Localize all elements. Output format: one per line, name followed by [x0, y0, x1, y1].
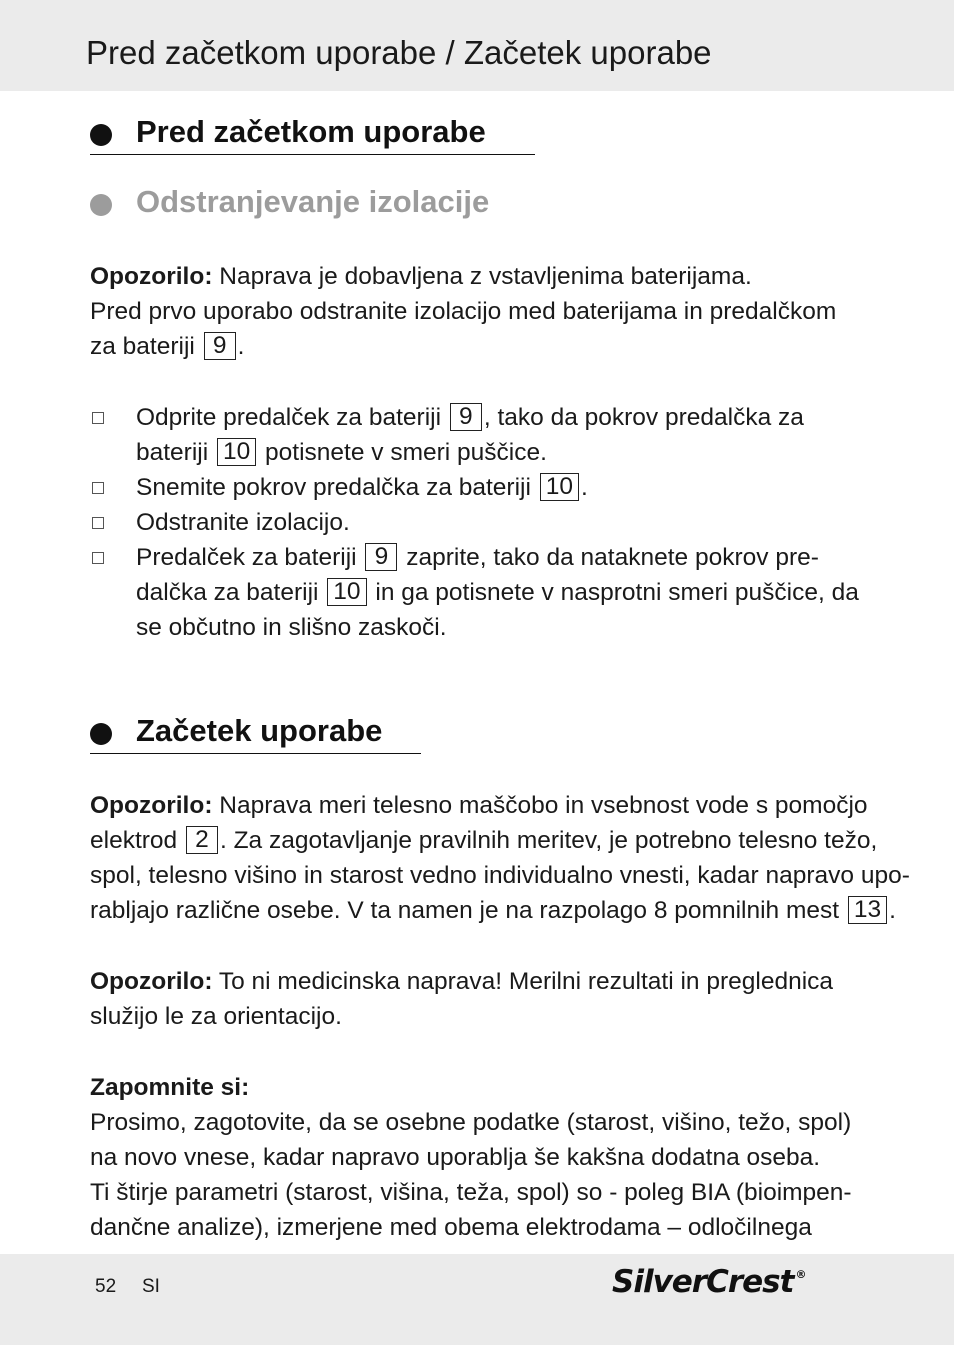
section-heading-text: Pred začetkom uporabe	[136, 114, 486, 149]
text-line: Odstranite izolacijo.	[136, 509, 350, 536]
text: in ga potisnete v nasprotni smeri puščice, da	[368, 579, 859, 606]
text-line	[136, 540, 890, 575]
text: .	[889, 897, 896, 924]
text-line	[90, 329, 866, 364]
brand-name: SilverCrest	[612, 1264, 794, 1300]
bullet-icon	[90, 723, 112, 745]
text: .	[237, 333, 245, 360]
list-item	[90, 540, 890, 645]
note-paragraph-medical	[90, 964, 866, 1034]
text: za bateriji	[90, 333, 202, 360]
note-label: Opozorilo:	[90, 968, 213, 995]
section-heading-zacetek-uporabe	[90, 713, 421, 754]
text-line: spol, telesno višino in starost vedno individualno vnesti, kadar napravo upo-	[90, 862, 910, 889]
text-line	[90, 259, 866, 294]
note-paragraph-measurement	[90, 788, 910, 928]
note-label: Opozorilo:	[90, 263, 213, 290]
reference-number-box: 13	[848, 896, 887, 924]
step-list	[90, 400, 890, 645]
text: rabljajo različne osebe. V ta namen je na razpolago 8 pomnilnih mest	[90, 897, 846, 924]
note-paragraph-remember	[90, 1070, 866, 1245]
section-heading-text: Odstranjevanje izolacije	[136, 184, 490, 219]
text-line	[136, 575, 890, 610]
text: bateriji	[136, 439, 215, 466]
reference-number-box: 2	[186, 826, 218, 854]
text: Predalček za bateriji	[136, 544, 364, 571]
reference-number-box: 9	[365, 543, 397, 571]
note-label: Zapomnite si:	[90, 1074, 250, 1101]
text: elektrod	[90, 827, 184, 854]
text: Snemite pokrov predalčka za bateriji	[136, 474, 538, 501]
text-line: na novo vnese, kadar napravo uporablja še kakšna dodatna oseba.	[90, 1144, 821, 1171]
text-line	[90, 788, 866, 823]
brand-logo	[612, 1264, 805, 1300]
checkbox-bullet-icon	[92, 482, 104, 494]
text-line	[136, 470, 890, 505]
page-title: Pred začetkom uporabe / Začetek uporabe	[86, 34, 712, 71]
text: Naprava meri telesno maščobo in vsebnost vode s pomočjo	[212, 792, 868, 819]
bullet-icon	[90, 194, 112, 216]
language-code: SI	[142, 1276, 160, 1297]
footer-bar	[0, 1254, 954, 1345]
text: zaprite, tako da nataknete pokrov pre-	[399, 544, 819, 571]
text: dalčka za bateriji	[136, 579, 326, 606]
checkbox-bullet-icon	[92, 552, 104, 564]
note-label: Opozorilo:	[90, 792, 213, 819]
reference-number-box: 10	[540, 473, 579, 501]
text-line: dančne analize), izmerjene med obema elektrodama – odločilnega	[90, 1214, 812, 1241]
text: .	[581, 474, 588, 501]
bullet-icon	[90, 124, 112, 146]
text-line	[90, 823, 878, 858]
text-line	[90, 893, 896, 928]
registered-mark: ®	[795, 1268, 806, 1281]
section-heading-text: Začetek uporabe	[136, 713, 383, 748]
checkbox-bullet-icon	[92, 517, 104, 529]
text: Naprava je dobavljena z vstavljenima baterijama.	[212, 263, 752, 290]
text-line: služijo le za orientacijo.	[90, 1003, 342, 1030]
section-heading-pred-zacetkom	[90, 114, 535, 155]
section-heading-odstranjevanje	[90, 184, 550, 224]
text-line: se občutno in slišno zaskoči.	[136, 614, 447, 641]
text: potisnete v smeri puščice.	[258, 439, 547, 466]
page-number: 52	[95, 1276, 117, 1297]
text-line: Pred prvo uporabo odstranite izolacijo med baterijama in predalčkom	[90, 298, 837, 325]
reference-number-box: 9	[204, 332, 236, 360]
list-item	[90, 470, 890, 505]
text-line	[90, 1070, 866, 1105]
note-paragraph-batteries	[90, 259, 866, 364]
text-line: Ti štirje parametri (starost, višina, teža, spol) so - poleg BIA (bioimpen-	[90, 1179, 852, 1206]
text: Odprite predalček za bateriji	[136, 404, 448, 431]
text-line: Prosimo, zagotovite, da se osebne podatke (starost, višino, težo, spol)	[90, 1109, 852, 1136]
text-line	[136, 435, 890, 470]
text-line	[90, 964, 866, 999]
reference-number-box: 9	[450, 403, 482, 431]
text: . Za zagotavljanje pravilnih meritev, je potrebno telesno težo,	[219, 827, 878, 854]
text: To ni medicinska naprava! Merilni rezultati in preglednica	[212, 968, 834, 995]
list-item	[90, 505, 890, 540]
text-line	[136, 400, 890, 435]
text: , tako da pokrov predalčka za	[483, 404, 804, 431]
reference-number-box: 10	[217, 438, 256, 466]
reference-number-box: 10	[327, 578, 366, 606]
list-item	[90, 400, 890, 470]
checkbox-bullet-icon	[92, 412, 104, 424]
